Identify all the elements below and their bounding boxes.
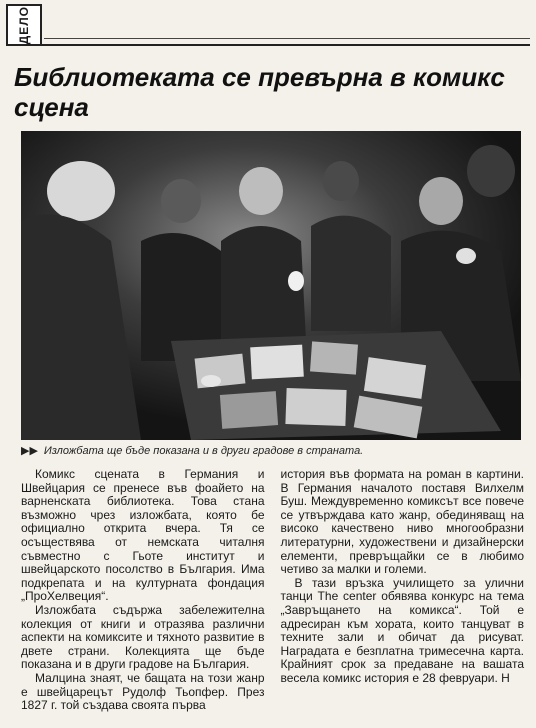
article-paragraph: история във формата на роман в картини. В Германия началото поставя Вилхелм Буш. Междувременно комиксът все повече се утвърждава като жанр, обединяващ на високо качествено ниво многообразни литературни, художествени и дизайнерски елементи, превръщайки се в любимо четиво за малки и големи. bbox=[280, 467, 524, 577]
logo-text: ДЕЛО bbox=[17, 5, 31, 45]
article-paragraph: В тази връзка училището за улични танци The center обявява конкурс на тема „Завръщането на комикса“. Той е адресиран към хората, които танцуват в техните зали и обичат да рисуват. Наградата е безплатна тримесечна карта. Крайният срок за предаване на вашата весела комикс история е 28 февруари. Н bbox=[280, 575, 524, 685]
article-paragraph: Изложбата съдържа забележителна колекция от книги и отразява различни аспекти на комиксите и тяхното развитие в двете страни. Колекцията ще бъде показана и в други градове на България. bbox=[21, 602, 265, 672]
double-chevron-right-icon: ▶▶ bbox=[21, 445, 38, 457]
photo-illustration bbox=[21, 131, 521, 440]
newspaper-logo bbox=[6, 4, 42, 46]
article-column-1 bbox=[21, 468, 265, 713]
photo-caption bbox=[21, 444, 521, 457]
article-headline: Библиотеката се превърна в комикс сцена bbox=[14, 62, 505, 122]
photo-caption-text: Изложбата ще бъде показана и в други градове в страната. bbox=[43, 444, 364, 457]
article-body bbox=[21, 468, 524, 713]
masthead-rule-thick bbox=[6, 44, 530, 46]
article-photo bbox=[21, 131, 521, 440]
masthead-rule bbox=[44, 38, 530, 39]
article-paragraph: Комикс сцената в Германия и Швейцария се пренесе във фоайето на варненската библиотека. Това стана възможно чрез изложбата, която бе официално открита вчера. Тя се осъществява от немската читалня съвместно с Гьоте институт и швейцарското посолство в България. Има подкрепата и на културната фондация „ПроХелвеция“. bbox=[21, 467, 265, 604]
article-column-2 bbox=[281, 468, 525, 713]
article-paragraph: Малцина знаят, че бащата на този жанр е швейцарецът Рудолф Тьопфер. През 1827 г. той създава своята първа bbox=[21, 670, 265, 713]
